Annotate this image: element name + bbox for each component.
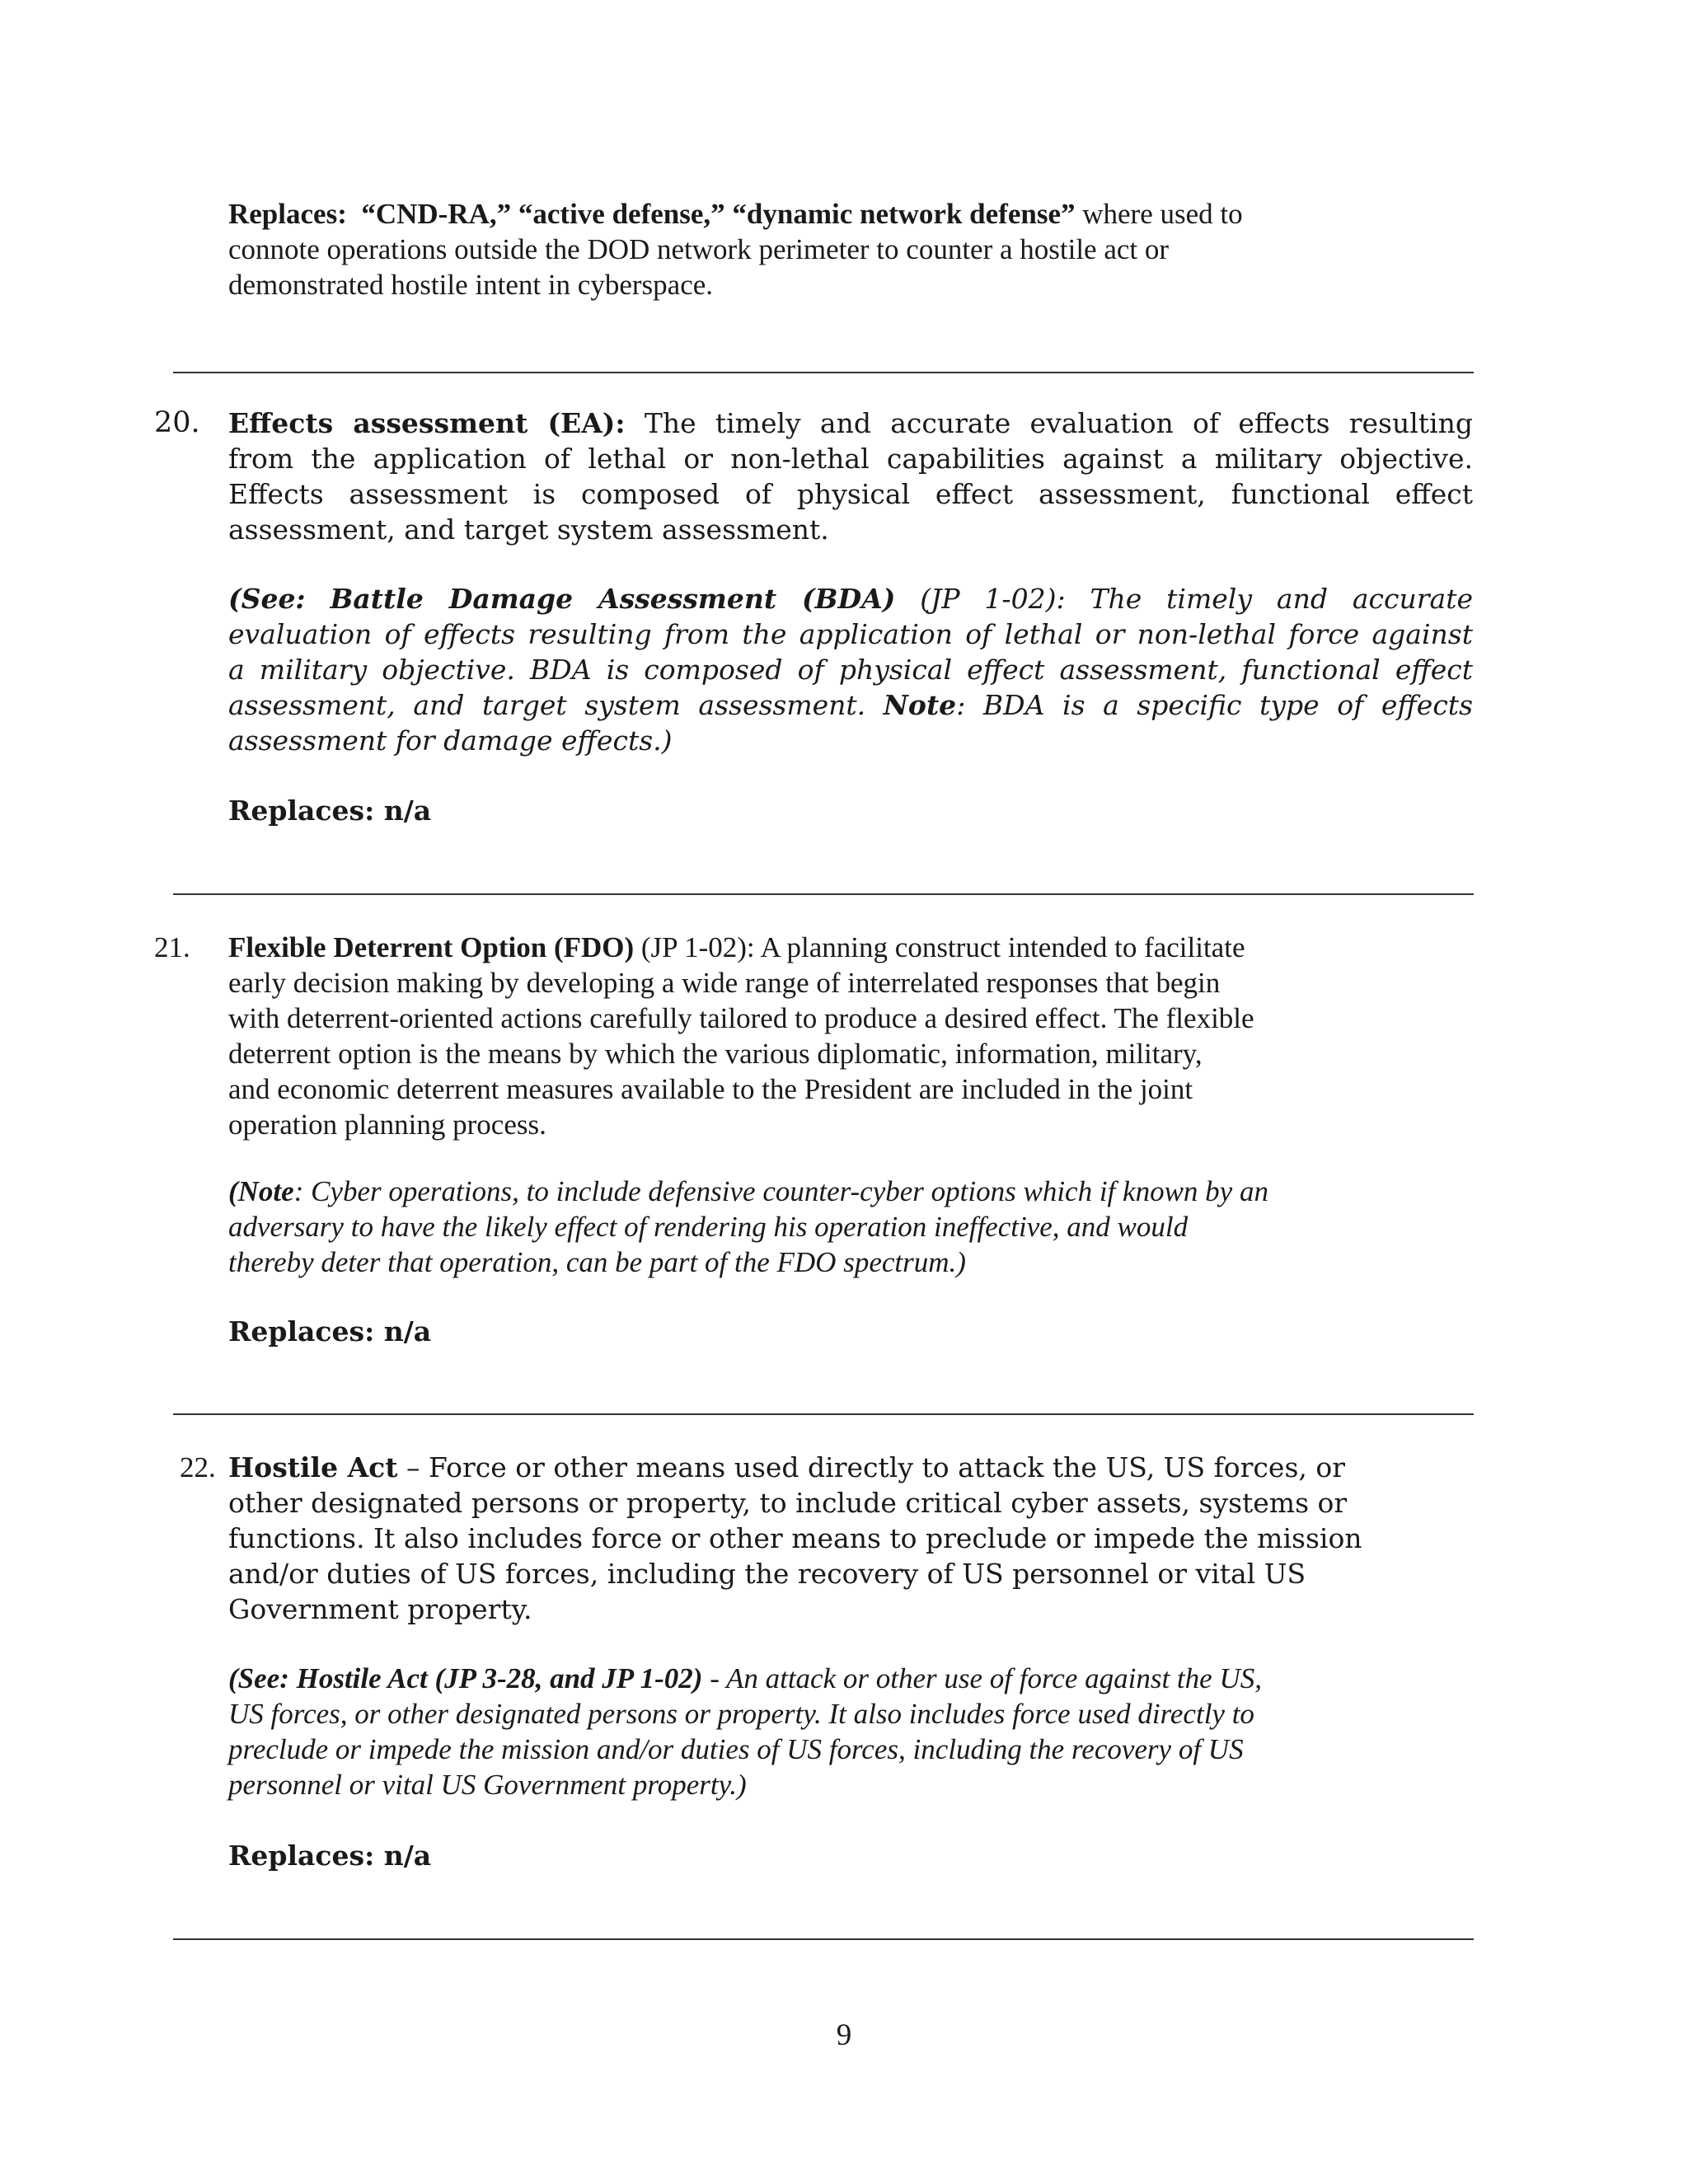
section-divider (173, 372, 1474, 373)
section-divider (173, 893, 1474, 895)
replaces-paragraph-top: Replaces: “CND-RA,” “active defense,” “dynamic network defense” where used to connote operations outside the DOD network perimeter to counter a hostile act or demonstrated hostile intent in cyberspace. (228, 198, 1243, 301)
replaces-item22: Replaces: n/a (228, 1840, 432, 1872)
item-number: 21. (154, 931, 190, 963)
see-term: (See: Hostile Act (JP 3-28, and JP 1-02) (228, 1662, 703, 1694)
item-number: 20. (154, 406, 200, 439)
definition-hostile-act: Hostile Act – Force or other means used directly to attack the US, US forces, or other designated persons or property, to include critical cyber assets, systems or functions. It also includes force or other means to preclude or impede the mission and/or duties of US forces, including the recovery of US personnel or vital US Government property. (228, 1451, 1362, 1625)
note-label: Note (237, 1175, 294, 1207)
term-heading: Flexible Deterrent Option (FDO) (228, 931, 635, 963)
note-fdo: (Note: Cyber operations, to include defensive counter-cyber options which if known by an adversary to have the likely effect of rendering his operation ineffective, and would thereby deter that operation, can be part of the FDO spectrum.) (228, 1175, 1268, 1278)
note-label: Note (883, 689, 957, 721)
definition-effects-assessment: Effects assessment (EA): The timely and accurate evaluation of effects resulting from the application of lethal or non-lethal capabilities against a military objective. Effects assessment is composed of physical effect assessment, functional effect assessment, and target system assessment. (228, 407, 1473, 546)
see-also-hostile-act: (See: Hostile Act (JP 3-28, and JP 1-02) - An attack or other use of force against the US, US forces, or other designated persons or property. It also includes force used directly to preclude or impede the mission and/or duties of US forces, including the recovery of US personnel or vital US Government property.) (228, 1662, 1262, 1801)
replaced-terms: “CND-RA,” “active defense,” “dynamic network defense” (361, 198, 1076, 230)
replaces-label: Replaces: (228, 198, 347, 230)
definition-flexible-deterrent-option: Flexible Deterrent Option (FDO) (JP 1-02): A planning construct intended to facilitate early decision making by developing a wide range of interrelated responses that begin with deterrent-oriented actions carefully tailored to produce a desired effect. The flexible deterrent option is the means by which the various diplomatic, information, military, and economic deterrent measures available to the President are included in the joint operation planning process. (228, 931, 1254, 1141)
replaces-item21: Replaces: n/a (228, 1315, 432, 1347)
section-divider (173, 1413, 1474, 1415)
term-heading: Hostile Act (228, 1451, 398, 1483)
section-divider (173, 1938, 1474, 1940)
term-heading: Effects assessment (EA): (228, 407, 626, 439)
see-also-bda: (See: Battle Damage Assessment (BDA) (JP 1-02): The timely and accurate evaluation of effects resulting from the application of lethal or non-lethal force against a military objective. BDA is composed of physical effect assessment, functional effect assessment, and target system assessment. Note: BDA is a specific type of effects assessment for damage effects.) (228, 583, 1474, 757)
item-number: 22. (180, 1451, 216, 1483)
see-term: Battle Damage Assessment (BDA) (330, 583, 896, 615)
replaces-item20: Replaces: n/a (228, 794, 432, 827)
page-number: 9 (836, 2018, 852, 2052)
